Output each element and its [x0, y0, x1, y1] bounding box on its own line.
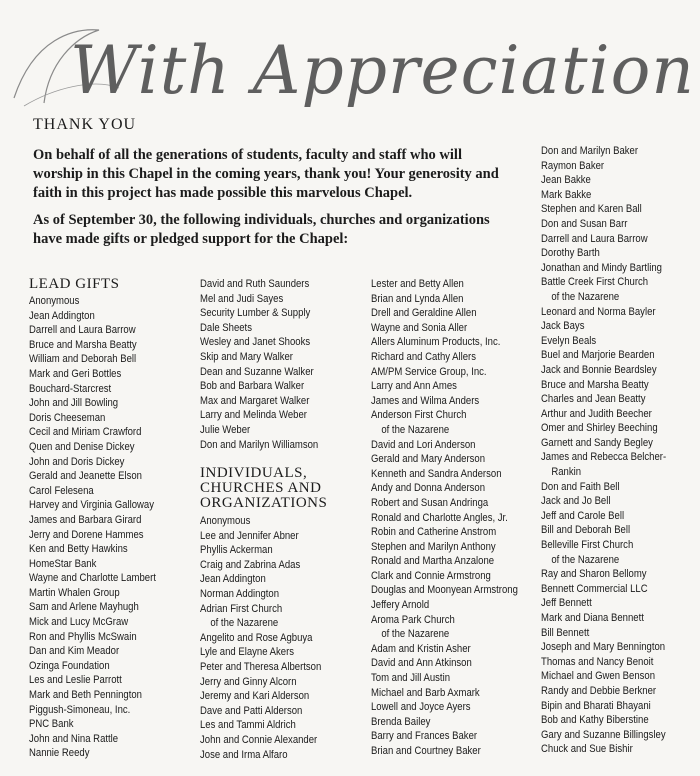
donor-name: Lowell and Joyce Ayers — [371, 701, 471, 714]
donor-name: Mark and Geri Bottles — [29, 367, 122, 380]
lead-gifts-heading: LEAD GIFTS — [29, 276, 120, 292]
donor-name: Charles and Jean Beatty — [541, 393, 646, 406]
donor-name: John and Doris Dickey — [29, 455, 125, 468]
donor-name: David and Ann Atkinson — [371, 657, 472, 670]
donor-name: Mark and Diana Bennett — [541, 612, 644, 624]
donor-name: Leonard and Norma Bayler — [541, 305, 656, 318]
donor-name: Bennett Commercial LLC — [541, 582, 648, 595]
donor-name: PNC Bank — [29, 718, 74, 731]
donor-name: Bill Bennett — [541, 626, 590, 639]
donor-name: James and Barbara Girard — [29, 513, 142, 526]
donor-name: Jerry and Dorene Hammes — [29, 528, 144, 541]
donor-name: Piggush-Simoneau, Inc. — [29, 703, 131, 716]
donor-name: Joseph and Mary Bennington — [541, 641, 666, 654]
donor-name: Dave and Patti Alderson — [200, 704, 303, 717]
donor-name: Les and Leslie Parrott — [29, 674, 122, 687]
donor-column-2 — [200, 514, 321, 762]
donor-name: Robert and Susan Andringa — [371, 496, 489, 509]
donor-column-2-lead — [200, 277, 318, 452]
donor-name: Anonymous — [200, 515, 251, 527]
donor-name: Jonathan and Mindy Bartling — [541, 261, 662, 274]
donor-name: Jean Bakke — [541, 174, 591, 187]
donor-name: Cecil and Miriam Crawford — [29, 426, 142, 439]
donor-name: Douglas and Moonyean Armstrong — [371, 584, 518, 597]
donor-name: Wesley and Janet Shooks — [200, 336, 311, 349]
donor-name: Peter and Theresa Albertson — [200, 660, 322, 673]
donor-name: Stephen and Karen Ball — [541, 203, 642, 216]
donor-name: Julie Weber — [200, 423, 251, 436]
donor-name: John and Connie Alexander — [200, 733, 318, 746]
donor-name: Dale Sheets — [200, 321, 252, 334]
donor-name: Quen and Denise Dickey — [29, 440, 135, 453]
donor-name: Jack Bays — [541, 320, 585, 333]
donor-name: Doris Cheeseman — [29, 411, 106, 424]
donor-name: Lester and Betty Allen — [371, 278, 464, 290]
donor-name: Mark and Beth Pennington — [29, 689, 142, 702]
donor-name: Jerry and Ginny Alcorn — [200, 675, 297, 688]
donor-name: Wayne and Sonia Aller — [371, 321, 468, 334]
thank-you-heading: THANK YOU — [33, 116, 137, 133]
donor-name: Anderson First Church — [371, 409, 467, 422]
donor-name: Sam and Arlene Mayhugh — [29, 601, 139, 614]
donor-name: Dorothy Barth — [541, 247, 600, 260]
donor-name: Jack and Jo Bell — [541, 495, 611, 508]
donor-name: Arthur and Judith Beecher — [541, 407, 652, 420]
donor-name: Adam and Kristin Asher — [371, 642, 471, 655]
donor-name: William and Deborah Bell — [29, 353, 137, 366]
donor-name: Larry and Melinda Weber — [200, 409, 307, 422]
donor-name: Norman Addington — [200, 587, 280, 600]
donor-name: Raymon Baker — [541, 159, 605, 172]
donor-name: James and Wilma Anders — [371, 394, 480, 407]
donor-name: Robin and Catherine Anstrom — [371, 526, 497, 539]
donor-name: Jack and Bonnie Beardsley — [541, 363, 657, 376]
donor-name: Craig and Zabrina Adas — [200, 558, 301, 571]
donor-name: Bob and Kathy Biberstine — [541, 714, 649, 727]
donor-name: Allers Aluminum Products, Inc. — [371, 336, 501, 349]
donor-name: Dan and Kim Meador — [29, 645, 120, 658]
donor-name: Aroma Park Church — [371, 613, 455, 626]
donor-name: Garnett and Sandy Begley — [541, 436, 653, 449]
donor-name: Don and Marilyn Williamson — [200, 438, 319, 451]
donor-name: Don and Faith Bell — [541, 480, 620, 493]
donor-name: John and Jill Bowling — [29, 397, 119, 410]
donor-name: Stephen and Marilyn Anthony — [371, 540, 496, 553]
donor-name: Darrell and Laura Barrow — [29, 324, 136, 337]
intro-paragraph: On behalf of all the generations of students, faculty and staff who will worship in this Chapel in the coming years, thank you! Your generosity and faith in this project has made possible this marvelous Chapel. — [33, 147, 499, 201]
donor-name: Buel and Marjorie Bearden — [541, 349, 655, 362]
donor-name: of the Nazarene — [551, 553, 620, 566]
donor-name: Gary and Suzanne Billingsley — [541, 728, 666, 741]
donor-name: Jose and Irma Alfaro — [200, 748, 288, 761]
donor-name: of the Nazarene — [381, 628, 450, 641]
donor-name: Gerald and Jeanette Elson — [29, 470, 142, 483]
page-title: With Appreciation — [70, 32, 695, 109]
donor-name: Michael and Barb Axmark — [371, 686, 480, 699]
donor-name: Jean Addington — [200, 573, 266, 586]
donor-name: David and Ruth Saunders — [200, 278, 310, 290]
donor-name: Security Lumber & Supply — [200, 307, 311, 320]
donor-name: Bill and Deborah Bell — [541, 524, 631, 537]
donor-name: Chuck and Sue Bishir — [541, 743, 633, 756]
donor-name: Lyle and Elayne Akers — [200, 646, 295, 659]
donor-name: Jean Addington — [29, 309, 95, 322]
donor-name: Mick and Lucy McGraw — [29, 616, 129, 629]
donor-name: Don and Susan Barr — [541, 217, 628, 230]
donor-name: Wayne and Charlotte Lambert — [29, 572, 156, 585]
donor-name: of the Nazarene — [210, 617, 279, 630]
donor-column-3 — [371, 277, 518, 759]
donor-name: Battle Creek First Church — [541, 276, 649, 289]
donor-name: Bruce and Marsha Beatty — [29, 338, 137, 351]
donor-name: Jeffery Arnold — [371, 599, 430, 612]
donor-name: Belleville First Church — [541, 539, 634, 552]
donor-name: Ronald and Charlotte Angles, Jr. — [371, 511, 508, 524]
donor-name: Martin Whalen Group — [29, 586, 120, 599]
donor-name: Ozinga Foundation — [29, 659, 110, 672]
donor-name: of the Nazarene — [551, 290, 620, 303]
donor-name: Drell and Geraldine Allen — [371, 307, 477, 320]
donor-name: David and Lori Anderson — [371, 438, 476, 451]
donor-name: John and Nina Rattle — [29, 732, 119, 745]
donor-name: Skip and Mary Walker — [200, 350, 293, 363]
donor-name: of the Nazarene — [381, 423, 450, 436]
donor-name: Michael and Gwen Benson — [541, 670, 656, 683]
donor-name: Lee and Jennifer Abner — [200, 529, 299, 542]
donor-column-1 — [29, 294, 156, 761]
donor-name: Gerald and Mary Anderson — [371, 453, 486, 466]
donor-name: Jeff Bennett — [541, 597, 592, 610]
donor-name: Don and Marilyn Baker — [541, 145, 639, 157]
individuals-heading: INDIVIDUALS, CHURCHES AND ORGANIZATIONS — [200, 465, 328, 511]
donor-name: Thomas and Nancy Benoit — [541, 655, 654, 668]
donor-name: Dean and Suzanne Walker — [200, 365, 314, 378]
donor-name: Omer and Shirley Beeching — [541, 422, 658, 435]
donor-name: Andy and Donna Anderson — [371, 482, 486, 495]
donor-name: Mark Bakke — [541, 188, 592, 201]
donor-name: HomeStar Bank — [29, 557, 97, 570]
donor-name: Carol Felesena — [29, 484, 94, 497]
donor-name: Richard and Cathy Allers — [371, 350, 477, 363]
donor-name: Darrell and Laura Barrow — [541, 232, 648, 245]
donor-name: James and Rebecca Belcher- — [541, 451, 667, 464]
donor-name: Barry and Frances Baker — [371, 730, 478, 743]
donor-name: Jeff and Carole Bell — [541, 509, 625, 522]
donor-name: Ray and Sharon Bellomy — [541, 568, 647, 581]
donor-name: Brenda Bailey — [371, 715, 431, 728]
donor-name: Harvey and Virginia Galloway — [29, 499, 154, 512]
donor-name: Adrian First Church — [200, 602, 283, 615]
donor-column-4 — [541, 144, 666, 757]
donor-name: Ken and Betty Hawkins — [29, 543, 128, 556]
donor-name: Brian and Lynda Allen — [371, 292, 464, 305]
donor-name: Clark and Connie Armstrong — [371, 569, 491, 582]
donor-name: Bipin and Bharati Bhayani — [541, 699, 651, 712]
donor-name: Randy and Debbie Berkner — [541, 684, 657, 697]
donor-name: Mel and Judi Sayes — [200, 292, 284, 305]
donor-name: Evelyn Beals — [541, 334, 597, 347]
donor-name: Tom and Jill Austin — [371, 672, 451, 685]
donor-name: Anonymous — [29, 295, 80, 307]
donor-name: Larry and Ann Ames — [371, 380, 457, 393]
donor-name: Angelito and Rose Agbuya — [200, 631, 313, 644]
intro-paragraph-donors: As of September 30, the following individuals, churches and organizations have made gifts or pledged support for the Chapel: — [33, 212, 490, 247]
donor-name: Max and Margaret Walker — [200, 394, 310, 407]
donor-name: Nannie Reedy — [29, 747, 90, 760]
donor-name: Les and Tammi Aldrich — [200, 719, 296, 732]
donor-name: AM/PM Service Group, Inc. — [371, 365, 487, 378]
donor-name: Phyllis Ackerman — [200, 544, 273, 557]
donor-name: Kenneth and Sandra Anderson — [371, 467, 502, 480]
donor-name: Ron and Phyllis McSwain — [29, 630, 137, 643]
donor-name: Bouchard-Starcrest — [29, 382, 112, 395]
donor-name: Bruce and Marsha Beatty — [541, 378, 649, 391]
donor-name: Jeremy and Kari Alderson — [200, 690, 310, 703]
donor-name: Brian and Courtney Baker — [371, 745, 481, 757]
donor-name: Ronald and Martha Anzalone — [371, 555, 495, 568]
donor-name: Bob and Barbara Walker — [200, 380, 305, 393]
donor-name: Rankin — [551, 466, 582, 479]
